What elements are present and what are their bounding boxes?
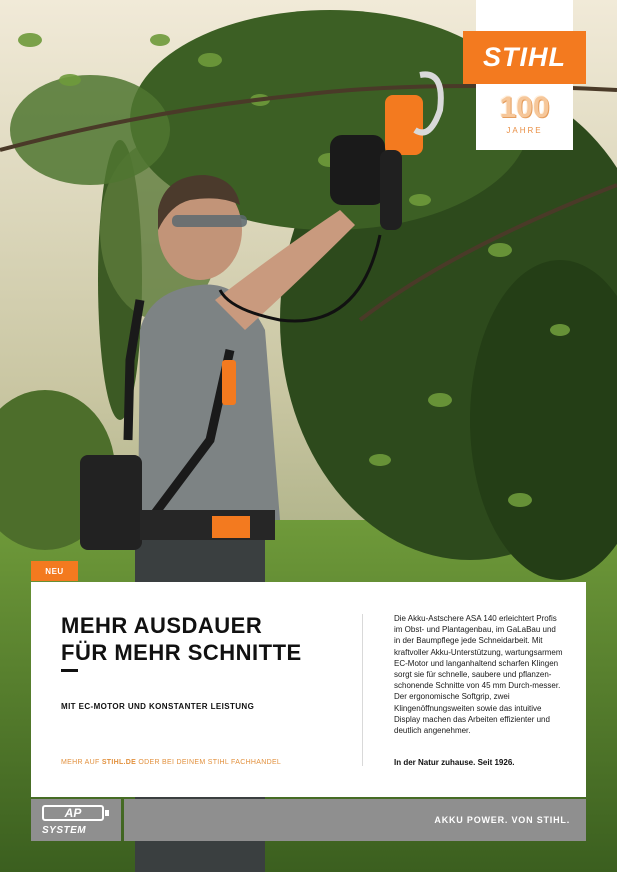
ap-system-logo	[31, 799, 121, 841]
footer-bar	[31, 799, 586, 841]
body-copy: Die Akku-Astschere ASA 140 erleichtert Profis im Obst- und Plantagenbau, im GaLaBau und in der Baumpflege jede Schneidarbeit. Mit kraftvoller Akku-Unterstützung, wartungsarmem EC-Motor und langanhaltend scharfen Klingen sorgt sie für schnelle, saubere und pflanzen-schonende Schnitte von 45 mm Durch-messer. Der ergonomische Softgrip, zwei Klingenöffnungsweiten sowie das intuitive Display machen das Arbeiten effizienter und deutlich angenehmer.	[394, 614, 563, 736]
new-badge: NEU	[31, 561, 78, 581]
ap-battery-icon	[42, 805, 104, 821]
anniversary-number: 100	[499, 91, 550, 124]
card-divider	[362, 614, 363, 766]
slogan-bar	[124, 799, 586, 841]
tagline: In der Natur zuhause. Seit 1926.	[394, 758, 515, 767]
slogan: AKKU POWER. VON STIHL.	[434, 815, 570, 825]
ap-system-label: SYSTEM	[42, 825, 87, 836]
headline	[61, 612, 302, 666]
headline-line-1: MEHR AUSDAUER	[61, 613, 263, 638]
anniversary-logo	[476, 92, 573, 135]
more-info-suffix: ODER BEI DEINEM STIHL FACHHANDEL	[136, 759, 282, 766]
info-card	[31, 582, 586, 797]
headline-line-2: FÜR MEHR SCHNITTE	[61, 640, 302, 665]
more-info-site[interactable]: STIHL.DE	[101, 759, 137, 766]
stihl-logo-text: STIHL	[483, 42, 566, 72]
anniversary-label: JAHRE	[506, 126, 543, 135]
subheadline: MIT EC-MOTOR UND KONSTANTER LEISTUNG	[61, 702, 255, 711]
more-info-link[interactable]	[61, 759, 281, 766]
stihl-logo	[463, 31, 586, 84]
battery-terminal-icon	[105, 810, 109, 816]
ap-logo-text: AP	[64, 806, 82, 820]
more-info-prefix: MEHR AUF	[61, 759, 102, 766]
headline-dash	[61, 669, 78, 672]
